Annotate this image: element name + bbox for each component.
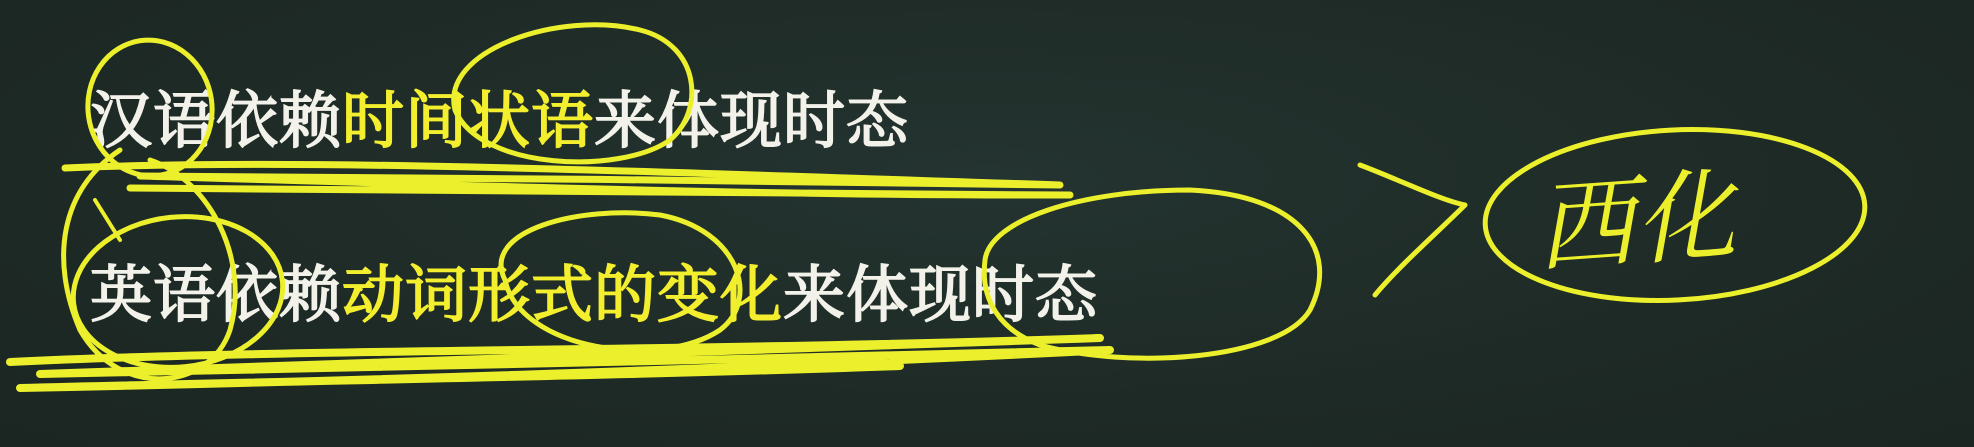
sentence-chinese-tense <box>90 84 910 157</box>
handwritten-note: 西化 <box>1531 156 1739 287</box>
sentence-english-tense <box>90 258 1099 331</box>
sentence-chinese-highlight: 时间状语 <box>342 84 595 157</box>
sentence-english-highlight: 动词形式的变化 <box>342 258 784 331</box>
sentence-chinese-suffix: 来体现时态 <box>594 84 910 157</box>
sentence-english-suffix: 来体现时态 <box>783 258 1099 331</box>
sentence-english-prefix: 英语依赖 <box>90 258 343 331</box>
sentence-chinese-prefix: 汉语依赖 <box>90 84 343 157</box>
